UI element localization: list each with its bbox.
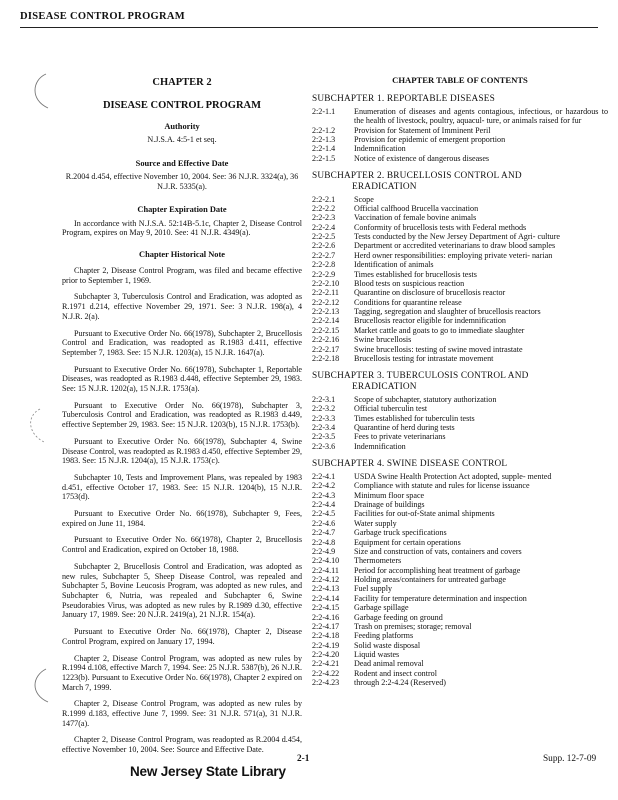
toc-entry [312,135,608,144]
section-number: 2:2-4.4 [312,500,336,510]
toc-entry [312,575,608,584]
subchapter-heading-text: SUBCHAPTER 1. REPORTABLE DISEASES [312,93,495,104]
toc-entry [312,154,608,163]
binder-hole-mark [22,406,46,446]
history-note: Chapter 2, Disease Control Program, was adopted as new rules by R.1994 d.108, effective March 7, 1994. See: 25 N.J.R. 5387(b), 26 N.J.R. 1223(b). Pursuant to Executive Order No. 66(1978), Chapter 2 expired on March 7, 1999. [62,653,302,692]
section-number: 2:2-1.2 [312,125,336,135]
subchapter-heading-text: SUBCHAPTER 4. SWINE DISEASE CONTROL [312,459,508,470]
toc-entry [312,678,608,687]
toc-entry [312,404,608,413]
running-head: DISEASE CONTROL PROGRAM [20,11,186,22]
expiration-heading: Chapter Expiration Date [137,205,227,215]
section-number: 2:2-4.19 [312,640,340,650]
section-number: 2:2-2.18 [312,353,340,363]
section-title: Official tuberculin test [354,404,428,414]
authority-heading: Authority [164,122,200,132]
section-number: 2:2-1.5 [312,153,336,163]
section-number: 2:2-4.12 [312,575,340,585]
toc-entry [312,144,608,153]
chapter-front-matter [62,73,302,762]
section-title: Vaccination of female bovine animals [354,213,477,223]
section-number: 2:2-2.16 [312,335,340,345]
section-number: 2:2-2.7 [312,250,336,260]
toc-entry [312,423,608,432]
subchapter-heading [312,94,608,105]
toc-entry [312,354,608,363]
section-title: Fuel supply [354,584,392,594]
section-number: 2:2-2.1 [312,194,336,204]
section-title: Liquid wastes [354,650,400,660]
section-title: Conformity of brucellosis tests with Federal methods [354,222,527,232]
toc-entry [312,270,608,279]
section-title: Feeding platforms [354,631,414,641]
section-title: Quarantine on disclosure of brucellosis reactor [354,288,506,298]
subchapter-heading [312,171,608,193]
chapter-number: CHAPTER 2 [152,77,212,88]
section-number: 2:2-4.23 [312,678,340,688]
subchapter-heading-continued: ERADICATION [352,382,417,393]
section-number: 2:2-4.10 [312,556,340,566]
section-number: 2:2-4.13 [312,584,340,594]
toc-entry [312,500,608,509]
section-title: Tagging, segregation and slaughter of brucellosis reactors [354,307,541,317]
subchapter-heading-text: SUBCHAPTER 2. BRUCELLOSIS CONTROL AND [312,171,522,181]
toc-entry [312,345,608,354]
section-title: Official calfhood Brucella vaccination [354,203,479,213]
section-title: Garbage spillage [354,603,409,613]
section-number: 2:2-4.15 [312,603,340,613]
section-title: Dead animal removal [354,659,424,669]
section-number: 2:2-4.2 [312,481,336,491]
section-number: 2:2-4.6 [312,518,336,528]
section-number: 2:2-4.7 [312,528,336,538]
section-title: Rodent and insect control [354,668,437,678]
toc-entry [312,603,608,612]
section-number: 2:2-3.2 [312,404,336,414]
toc-entry [312,631,608,640]
toc-entry [312,556,608,565]
section-number: 2:2-2.15 [312,325,340,335]
section-title: Garbage truck specifications [354,528,447,538]
section-title: through 2:2-4.24 (Reserved) [354,678,446,688]
section-number: 2:2-4.11 [312,565,339,575]
section-title: Indemnification [354,441,406,451]
toc-entry [312,298,608,307]
toc-entry [312,442,608,451]
section-title: Notice of existence of dangerous diseases [354,153,490,163]
toc-entry [312,195,608,204]
section-title: Identification of animals [354,260,434,270]
subchapter-heading [312,371,608,393]
toc-entry [312,241,608,250]
section-title: Department or accredited veterinarians to draw blood samples [354,241,556,251]
section-title: Indemnification [354,144,406,154]
section-title: Drainage of buildings [354,500,425,510]
toc-entry [312,491,608,500]
section-number: 2:2-4.22 [312,668,340,678]
history-note: Pursuant to Executive Order No. 66(1978), Subchapter 2, Brucellosis Control and Eradication, was readopted as R.1983 d.411, effective September 7, 1983. See: 15 N.J.R. 1203(a), 15 N.J.R. 1647(a). [62,328,302,357]
toc-entry [312,547,608,556]
section-number: 2:2-3.5 [312,432,336,442]
section-number: 2:2-2.11 [312,288,339,298]
chapter-title: DISEASE CONTROL PROGRAM [102,99,262,111]
toc-entry [312,395,608,404]
toc-entry [312,204,608,213]
section-title: Provision for Statement of Imminent Peril [354,125,491,135]
section-title: Market cattle and goats to go to immediate slaughter [354,325,525,335]
section-number: 2:2-4.18 [312,631,340,641]
section-title: Conditions for quarantine release [354,297,462,307]
history-note: Chapter 2, Disease Control Program, was readopted as R.2004 d.454, effective November 10, 2004. See: Source and Effective Date. [62,735,302,755]
toc-entry [312,223,608,232]
history-note: Pursuant to Executive Order No. 66(1978), Subchapter 9, Fees, expired on June 11, 1984. [62,509,302,528]
section-number: 2:2-2.17 [312,344,340,354]
toc-entry [312,566,608,575]
section-number: 2:2-4.9 [312,546,336,556]
history-note: Pursuant to Executive Order No. 66(1978), Chapter 2, Brucellosis Control and Eradication, expired on October 18, 1988. [62,535,302,555]
toc-entry [312,213,608,222]
section-title: Water supply [354,518,397,528]
source-text: R.2004 d.454, effective November 10, 2004. See: 36 N.J.R. 3324(a), 36 N.J.R. 5335(a). [65,172,299,191]
history-note: Pursuant to Executive Order No. 66(1978), Subchapter 4, Swine Disease Control, was readopted as R.1983 d.450, effective September 29, 1983. See: 15 N.J.R. 1204(a), 15 N.J.R. 1753(c). [62,436,302,466]
section-number: 2:2-2.6 [312,241,336,251]
section-title: Times established for brucellosis tests [354,269,477,279]
section-title: Brucellosis testing for intrastate movement [354,353,494,363]
section-title: Herd owner responsibilities: employing private veteri- narian [354,250,553,260]
section-number: 2:2-4.3 [312,490,336,500]
section-title: Holding areas/containers for untreated garbage [354,575,506,585]
section-number: 2:2-4.16 [312,612,340,622]
authority-text: N.J.S.A. 4:5-1 et seq. [147,135,217,145]
section-title: Compliance with statute and rules for license issuance [354,481,530,491]
toc-entry [312,613,608,622]
section-number: 2:2-1.4 [312,144,336,154]
toc-body [312,94,608,688]
section-title: Facility for temperature determination and inspection [354,593,527,603]
toc-entry [312,622,608,631]
subchapter-heading [312,459,608,470]
section-title: Provision for epidemic of emergent proportion [354,134,506,144]
toc-entry [312,326,608,335]
section-title: Blood tests on suspicious reaction [354,278,465,288]
history-heading: Chapter Historical Note [139,249,225,259]
section-title: Scope of subchapter, statutory authorization [354,394,497,404]
history-note: Subchapter 2, Brucellosis Control and Eradication, was adopted as new rules, Subchapter 5, Sheep Disease Control, was repealed and Subchapter 5, Bovine Leucosis Program, was adopted as new rules, and Subchapter 6, Nutria, was repealed and Subchapter 6, Swine Pseudorabies Virus, was adopted as new rules by R.1989 d.30, effective January 17, 1989. See: 20 N.J.R. 2419(a), 21 N.J.R. 154(a). [62,561,302,620]
section-number: 2:2-4.8 [312,537,336,547]
toc-entry [312,251,608,260]
section-title: Trash on premises; storage; removal [354,621,472,631]
subchapter-heading-text: SUBCHAPTER 3. TUBERCULOSIS CONTROL AND [312,371,529,382]
page-number: 2-1 [297,754,310,764]
toc-entry [312,232,608,241]
toc-entry [312,279,608,288]
section-title: Times established for tuberculin tests [354,413,475,423]
subchapter-heading-continued: ERADICATION [352,181,417,192]
section-number: 2:2-3.3 [312,413,336,423]
toc-entry [312,669,608,678]
toc-entry [312,316,608,325]
history-note: Subchapter 3, Tuberculosis Control and Eradication, was adopted as R.1971 d.214, effective November 29, 1971. See: 3 N.J.R. 198(a), 4 N.J.R. 2(a). [62,292,302,321]
section-title: USDA Swine Health Protection Act adopted, supple- mented [354,471,552,481]
section-title: Thermometers [354,556,402,566]
section-title: Facilities for out-of-State animal shipments [354,509,495,519]
section-title: Equipment for certain operations [354,537,461,547]
section-number: 2:2-2.14 [312,316,340,326]
table-of-contents [312,73,608,688]
section-title: Size and construction of vats, containers and covers [354,546,522,556]
history-note: Pursuant to Executive Order No. 66(1978), Subchapter 1, Reportable Diseases, was readopted as R.1983 d.448, effective September 29, 1983. See: 15 N.J.R. 1202(a), 15 N.J.R. 1753(a). [62,364,302,394]
section-title: Tests conducted by the New Jersey Department of Agri- culture [354,232,560,242]
toc-entry [312,472,608,481]
toc-entry [312,641,608,650]
expiration-text: In accordance with N.J.S.A. 52:14B-5.1c, Chapter 2, Disease Control Program, expires on May 9, 2010. See: 41 N.J.R. 4349(a). [62,218,302,238]
toc-entry [312,414,608,423]
section-title: Enumeration of diseases and agents contagious, infectious, or hazardous to the health of livestock, poultry, aquacul- ture, or animals raised for fur [354,106,608,126]
history-note: Pursuant to Executive Order No. 66(1978), Subchapter 3, Tuberculosis Control and Eradication, was readopted as R.1983 d.449, effective September 29, 1983. See: 15 N.J.R. 1203(b), 15 N.J.R. 1753(b). [62,400,302,430]
section-title: Fees to private veterinarians [354,432,446,442]
binder-hole-mark [26,666,50,706]
section-title: Minimum floor space [354,490,425,500]
toc-entry [312,509,608,518]
section-title: Scope [354,194,374,204]
toc-entry [312,594,608,603]
history-note: Subchapter 10, Tests and Improvement Plans, was repealed by 1983 d.451, effective October 17, 1983. See: 15 N.J.R. 1204(b), 15 N.J.R. 1753(d). [62,472,302,502]
library-stamp: New Jersey State Library [130,764,286,779]
section-number: 2:2-2.10 [312,278,340,288]
toc-entry [312,650,608,659]
toc-entry [312,335,608,344]
section-number: 2:2-1.3 [312,134,336,144]
section-number: 2:2-4.5 [312,509,336,519]
toc-entry [312,528,608,537]
toc-entry [312,584,608,593]
toc-entry [312,107,608,126]
toc-entry [312,481,608,490]
section-number: 2:2-2.13 [312,307,340,317]
section-number: 2:2-4.17 [312,621,340,631]
section-number: 2:2-2.2 [312,203,336,213]
header-rule [20,27,598,28]
section-number: 2:2-2.9 [312,269,336,279]
section-number: 2:2-4.1 [312,471,336,481]
section-number: 2:2-2.12 [312,297,340,307]
section-number: 2:2-2.4 [312,222,336,232]
source-heading: Source and Effective Date [135,158,229,168]
section-number: 2:2-2.5 [312,232,336,242]
history-note: Chapter 2, Disease Control Program, was adopted as new rules by R.1999 d.183, effective June 7, 1999. See: 31 N.J.R. 571(a), 31 N.J.R. 1477(a). [62,699,302,728]
section-title: Brucellosis reactor eligible for indemnification [354,316,506,326]
toc-entry [312,307,608,316]
section-number: 2:2-4.14 [312,593,340,603]
toc-title: CHAPTER TABLE OF CONTENTS [392,75,528,85]
section-title: Swine brucellosis: testing of swine moved intrastate [354,344,523,354]
section-title: Period for accomplishing heat treatment of garbage [354,565,521,575]
toc-entry [312,659,608,668]
section-number: 2:2-4.21 [312,659,340,669]
section-title: Quarantine of herd during tests [354,423,455,432]
section-title: Swine brucellosis [354,335,412,345]
toc-entry [312,126,608,135]
section-number: 2:2-3.6 [312,441,336,451]
section-title: Garbage feeding on ground [354,612,443,622]
toc-entry [312,288,608,297]
toc-entry [312,260,608,269]
section-number: 2:2-2.8 [312,260,336,270]
supplement-date: Supp. 12-7-09 [543,754,597,764]
binder-hole-mark [26,72,50,112]
section-number: 2:2-3.4 [312,423,336,432]
toc-entry [312,519,608,528]
history-note: Chapter 2, Disease Control Program, was filed and became effective prior to September 1, 1969. [62,266,302,285]
section-title: Solid waste disposal [354,640,421,650]
section-number: 2:2-4.20 [312,650,340,660]
toc-entry [312,538,608,547]
toc-entry [312,432,608,441]
history-note: Pursuant to Executive Order No. 66(1978), Chapter 2, Disease Control Program, expired on January 17, 1994. [62,627,302,646]
section-number: 2:2-2.3 [312,213,336,223]
section-number: 2:2-1.1 [312,106,336,116]
section-number: 2:2-3.1 [312,394,336,404]
